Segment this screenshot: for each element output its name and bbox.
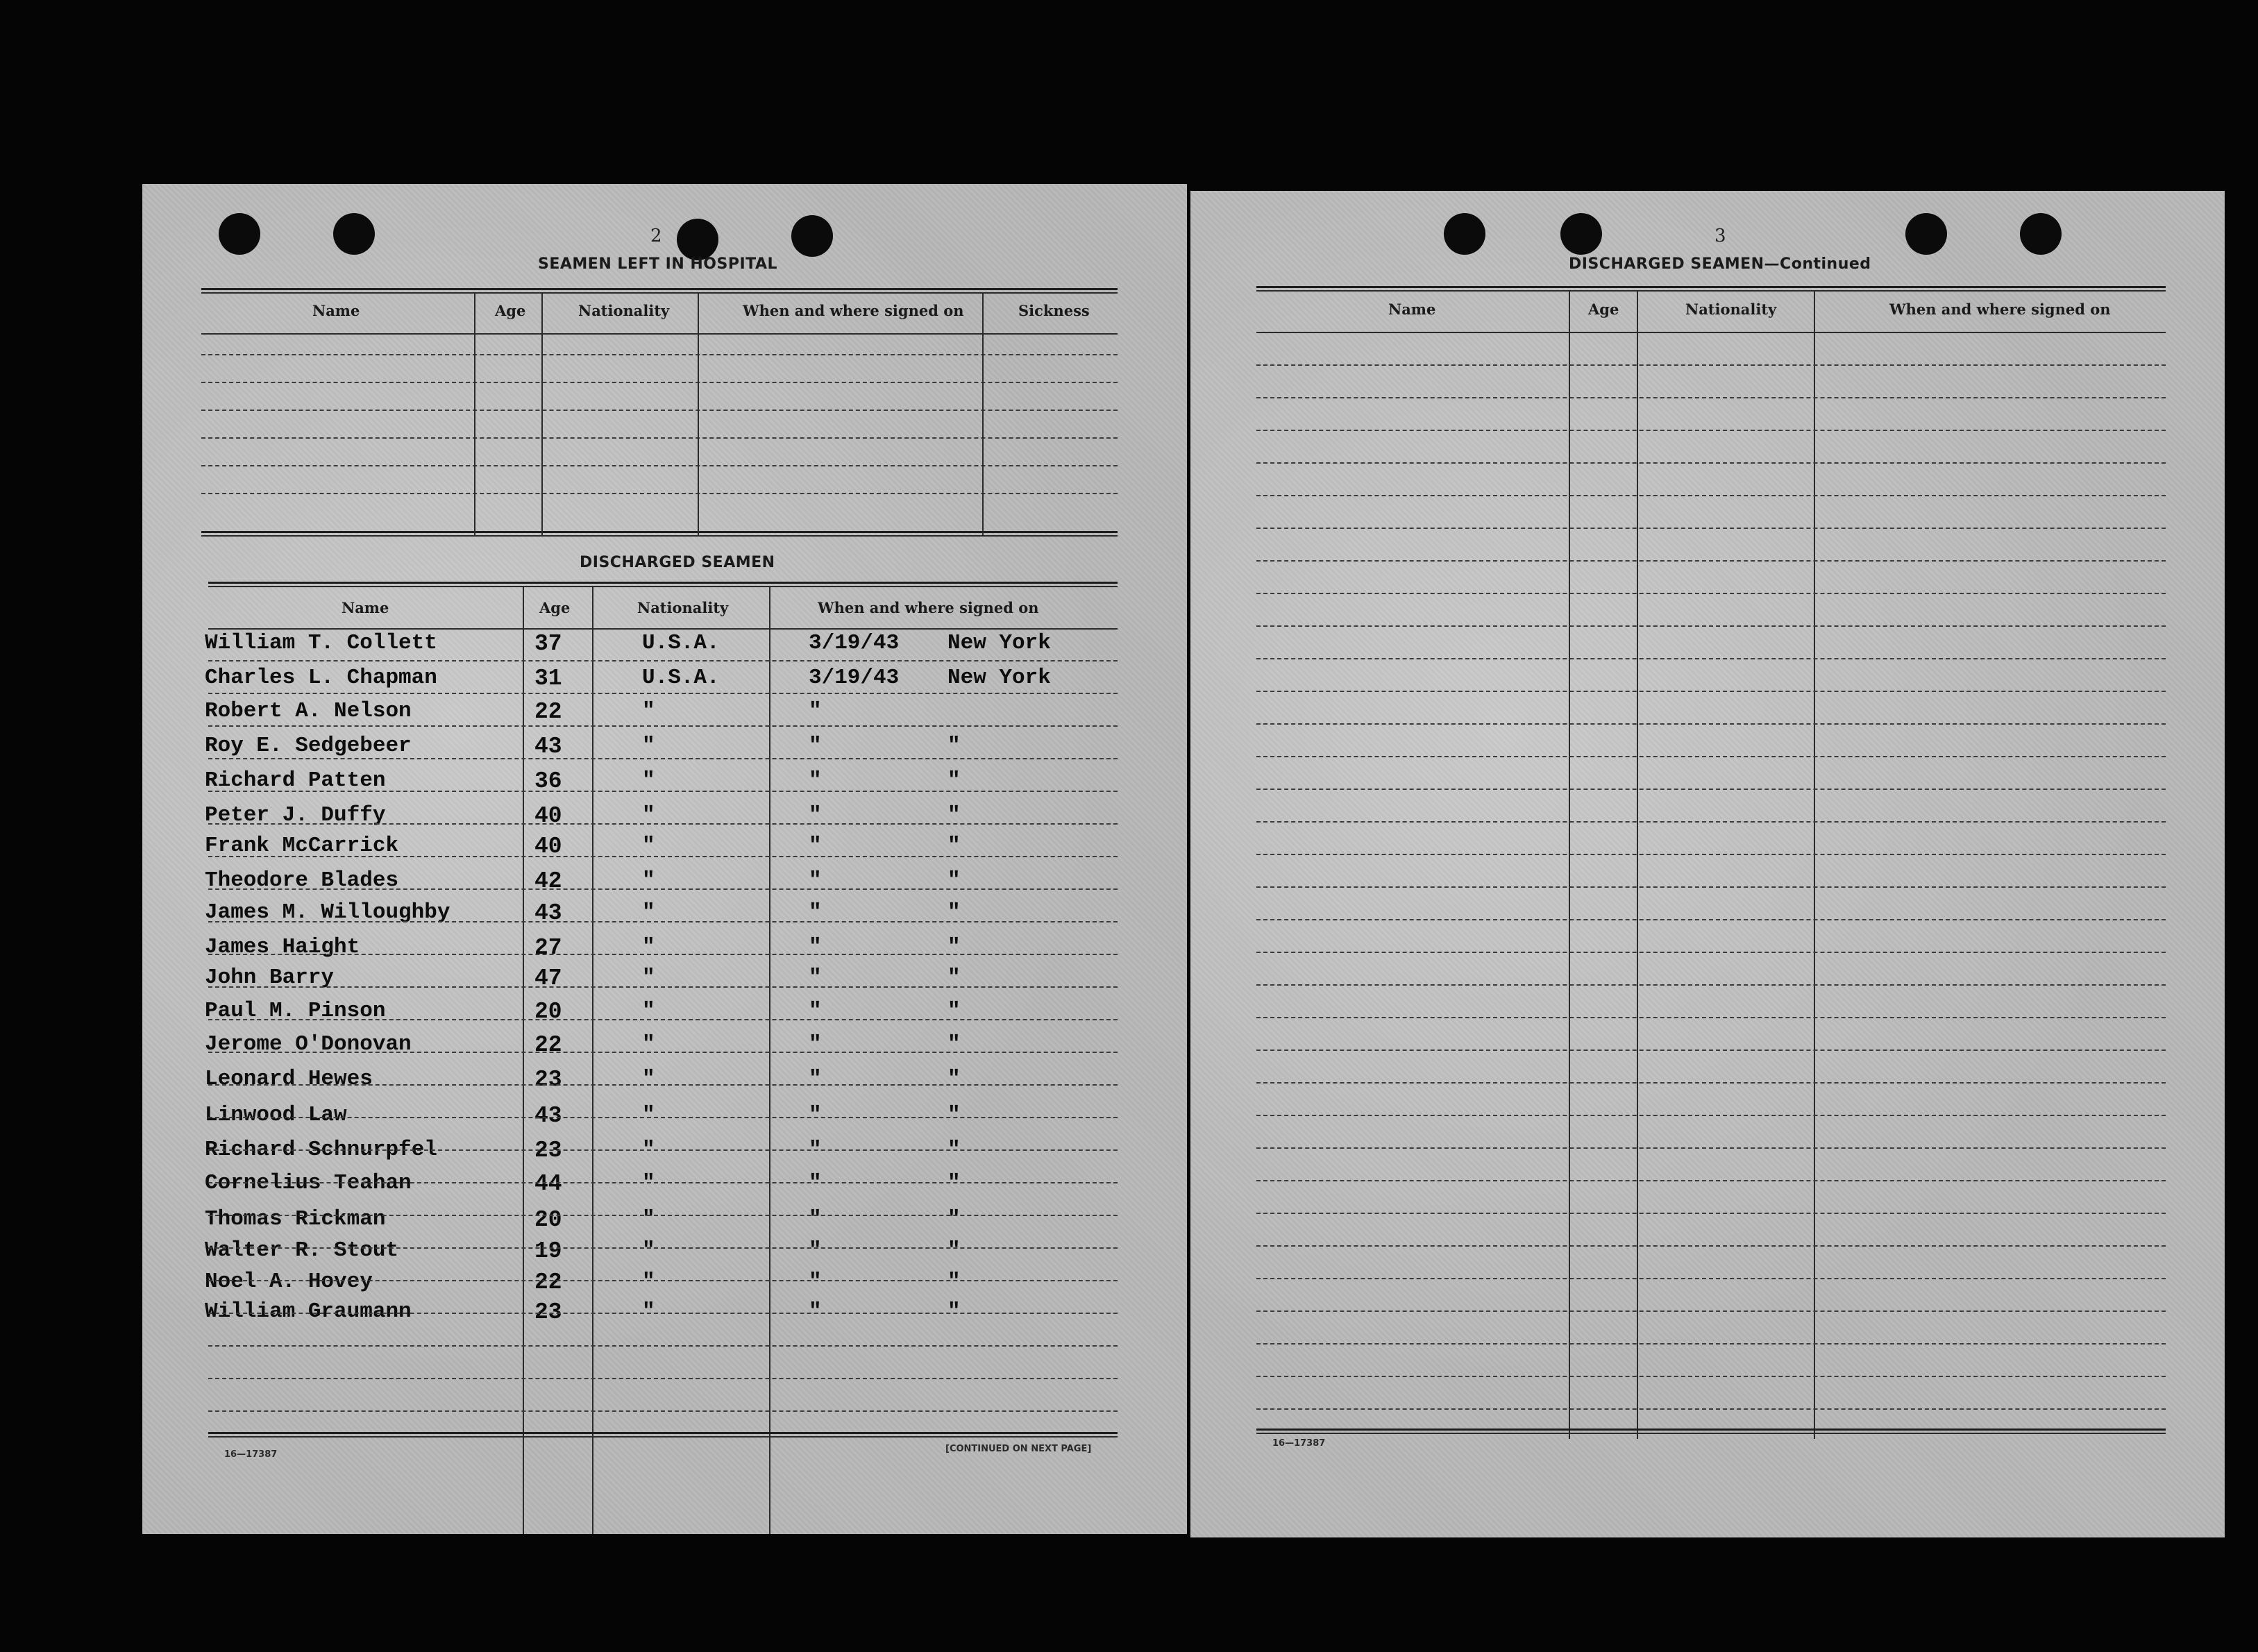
cell-nationality: U.S.A. [642,631,720,655]
cell-age: 40 [534,803,562,829]
table-row [205,1064,1187,1096]
table-row [205,932,1187,964]
cell-age: 44 [534,1171,562,1197]
cell-age: 43 [534,900,562,926]
cell-name: Frank McCarrick [205,834,399,858]
discharged-section-title: DISCHARGED SEAMEN [580,554,775,571]
cell-date: " [809,1171,822,1195]
cell-date: " [809,900,822,925]
cell-place: " [947,1138,961,1162]
table-row [205,831,1187,863]
cell-date: " [809,1032,822,1056]
table-row [205,866,1187,897]
cell-nationality: " [642,699,655,723]
cell-place: New York [947,666,1051,690]
cell-age: 20 [534,999,562,1025]
cell-name: Paul M. Pinson [205,999,386,1023]
cell-place: " [947,966,961,990]
punch-hole [1905,213,1947,255]
hospital-section-title: SEAMEN LEFT IN HOSPITAL [538,255,778,273]
cell-nationality: " [642,900,655,925]
cell-nationality: " [642,1138,655,1162]
cell-nationality: " [642,966,655,990]
cell-name: Jerome O'Donovan [205,1032,412,1056]
punch-hole [791,215,833,257]
punch-hole [677,219,718,260]
cell-date: 3/19/43 [809,631,900,655]
cell-nationality: " [642,1238,655,1263]
cell-age: 37 [534,631,562,657]
cell-name: Richard Schnurpfel [205,1138,437,1162]
cell-nationality: " [642,834,655,858]
cell-nationality: " [642,935,655,959]
cell-nationality: " [642,1032,655,1056]
table-row [205,800,1187,832]
discharged-header-age: Age [539,599,571,616]
cell-place: " [947,1270,961,1294]
cell-name: William Graumann [205,1299,412,1324]
cell-nationality: " [642,1207,655,1231]
cell-date: " [809,1207,822,1231]
right-header-age: Age [1588,301,1619,318]
cell-age: 23 [534,1138,562,1163]
punch-hole [219,213,260,255]
cell-place: " [947,768,961,793]
cell-name: Peter J. Duffy [205,803,386,827]
cell-nationality: " [642,1171,655,1195]
cell-nationality: " [642,868,655,893]
discharged-header-name: Name [342,599,389,616]
cell-date: " [809,1103,822,1127]
cell-date: " [809,868,822,893]
cell-age: 43 [534,1103,562,1129]
cell-age: 43 [534,734,562,759]
cell-place: " [947,1207,961,1231]
cell-date: " [809,1138,822,1162]
cell-date: " [809,699,822,723]
cell-date: " [809,834,822,858]
cell-place: " [947,1171,961,1195]
continued-note: [CONTINUED ON NEXT PAGE] [945,1444,1092,1454]
cell-name: Richard Patten [205,768,386,793]
cell-nationality: U.S.A. [642,666,720,690]
cell-age: 23 [534,1299,562,1325]
cell-place: " [947,935,961,959]
table-row [205,897,1187,929]
cell-name: Robert A. Nelson [205,699,412,723]
right-header-name: Name [1388,301,1436,318]
cell-nationality: " [642,734,655,758]
cell-name: Theodore Blades [205,868,399,893]
hospital-header-sickness: Sickness [1018,302,1090,319]
cell-place: " [947,999,961,1023]
cell-place: " [947,1238,961,1263]
table-row [205,1267,1187,1299]
cell-date: " [809,803,822,827]
cell-place: " [947,734,961,758]
cell-age: 20 [534,1207,562,1233]
table-row [205,663,1187,695]
cell-age: 27 [534,935,562,961]
table-row [205,1204,1187,1236]
cell-place: " [947,803,961,827]
cell-name: Roy E. Sedgebeer [205,734,412,758]
discharged-header-signed-on: When and where signed on [818,599,1039,616]
table-row [205,1100,1187,1132]
right-section-title: DISCHARGED SEAMEN—Continued [1569,255,1871,273]
cell-date: " [809,1270,822,1294]
cell-nationality: " [642,1299,655,1324]
punch-hole [2020,213,2062,255]
cell-place: " [947,868,961,893]
table-row [205,963,1187,995]
cell-name: William T. Collett [205,631,437,655]
table-row [205,996,1187,1028]
cell-date: " [809,1067,822,1091]
table-row [205,766,1187,798]
cell-nationality: " [642,768,655,793]
right-header-signed-on: When and where signed on [1889,301,2111,318]
cell-name: Leonard Hewes [205,1067,373,1091]
form-number: 16—17387 [224,1449,278,1460]
right-page [1190,191,2225,1537]
cell-place: " [947,1067,961,1091]
cell-nationality: " [642,1103,655,1127]
cell-age: 47 [534,966,562,991]
cell-name: James Haight [205,935,360,959]
hospital-header-signed-on: When and where signed on [743,302,964,319]
page-number: 3 [1714,226,1726,246]
cell-nationality: " [642,1067,655,1091]
cell-name: Thomas Rickman [205,1207,386,1231]
cell-place: " [947,900,961,925]
cell-age: 31 [534,666,562,691]
cell-place: " [947,1103,961,1127]
cell-name: Noel A. Hovey [205,1270,373,1294]
punch-hole [1560,213,1602,255]
cell-age: 22 [534,699,562,725]
form-number: 16—17387 [1272,1438,1326,1449]
cell-date: " [809,1238,822,1263]
cell-nationality: " [642,1270,655,1294]
cell-age: 42 [534,868,562,894]
table-row [205,1135,1187,1167]
table-row [205,1029,1187,1061]
table-row [205,696,1187,728]
cell-date: " [809,1299,822,1324]
cell-place: " [947,834,961,858]
right-header-nationality: Nationality [1685,301,1777,318]
cell-nationality: " [642,999,655,1023]
cell-date: " [809,734,822,758]
discharged-header-nationality: Nationality [637,599,729,616]
cell-place: New York [947,631,1051,655]
table-row [205,628,1187,660]
cell-date: " [809,768,822,793]
cell-name: Cornelius Teahan [205,1171,412,1195]
cell-name: John Barry [205,966,335,990]
cell-age: 40 [534,834,562,859]
cell-place: " [947,1032,961,1056]
cell-age: 19 [534,1238,562,1264]
hospital-header-age: Age [495,302,526,319]
hospital-header-name: Name [312,302,360,319]
hospital-header-nationality: Nationality [578,302,670,319]
page-number: 2 [650,226,662,246]
cell-date: 3/19/43 [809,666,900,690]
punch-hole [333,213,375,255]
cell-age: 36 [534,768,562,794]
cell-age: 22 [534,1270,562,1295]
cell-name: Linwood Law [205,1103,347,1127]
cell-date: " [809,966,822,990]
table-row [205,1236,1187,1267]
cell-nationality: " [642,803,655,827]
punch-hole [1444,213,1485,255]
cell-date: " [809,935,822,959]
cell-place: " [947,1299,961,1324]
left-page [142,184,1187,1534]
cell-date: " [809,999,822,1023]
cell-age: 22 [534,1032,562,1058]
cell-name: James M. Willoughby [205,900,450,925]
cell-name: Charles L. Chapman [205,666,437,690]
cell-age: 23 [534,1067,562,1093]
table-row [205,1168,1187,1200]
cell-name: Walter R. Stout [205,1238,399,1263]
